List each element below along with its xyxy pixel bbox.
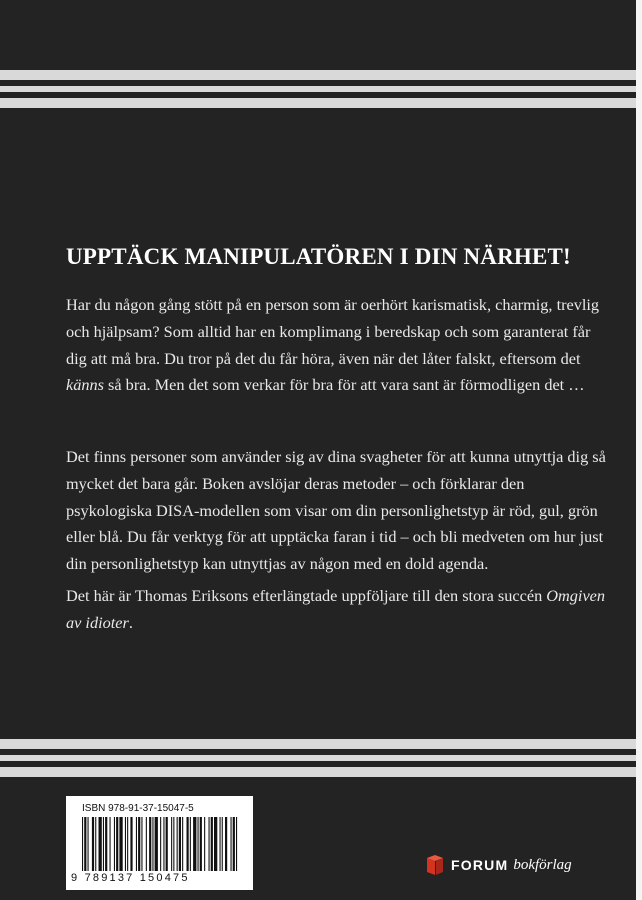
barcode-image: [80, 817, 240, 873]
paragraph-intro: [66, 292, 614, 399]
paragraph-intro-text-2: så bra. Men det som verkar för bra för att vara sant är förmodligen det …: [103, 375, 585, 395]
publisher-name: FORUM: [451, 857, 509, 873]
publisher-suffix: bokförlag: [513, 856, 572, 873]
bottom-stripe-3: [0, 767, 636, 777]
publisher-logo: [425, 852, 572, 878]
isbn-barcode-label: [66, 796, 253, 890]
bottom-stripe-1: [0, 739, 636, 749]
book-icon: [425, 854, 445, 876]
bottom-stripe-2: [0, 755, 636, 761]
headline: UPPTÄCK MANIPULATÖREN I DIN NÄRHET!: [66, 244, 571, 269]
paragraph-intro-emphasis: känns: [66, 375, 104, 395]
paragraph-author-text: Det här är Thomas Eriksons efterlängtade uppföljare till den stora succén: [66, 586, 547, 605]
paragraph-author: [66, 583, 614, 637]
top-stripe-1: [0, 70, 636, 80]
top-stripe-3: [0, 98, 636, 108]
paragraph-description: Det finns personer som använder sig av dina svagheter för att kunna utnyttja dig så mycket det bara går. Boken avslöjar deras metoder – och förklarar den psykologiska DISA-modellen som visar om din personlighetstyp är röd, gul, grön eller blå. Du får verktyg för att upptäcka faran i tid – och bli medveten om hur just din personlighetstyp kan utnyttjas av någon med en dold agenda.: [66, 447, 606, 574]
page-edge: [636, 0, 642, 900]
previous-book-title: Omgiven av idioter: [66, 586, 606, 632]
paragraph-author-end: .: [128, 612, 133, 632]
isbn-number: ISBN 978-91-37-15047-5: [82, 803, 194, 814]
paragraph-intro-text-1: Har du någon gång stött på en person som är oerhört karismatisk, charmig, trevlig och hjälpsam? Som alltid har en komplimang i beredskap och som garanterat får dig att må bra. Du tror på det du får höra, även när det låter falskt, eftersom det: [66, 295, 600, 368]
top-stripe-2: [0, 86, 636, 92]
barcode-digits: 9 789137 150475: [71, 872, 190, 884]
